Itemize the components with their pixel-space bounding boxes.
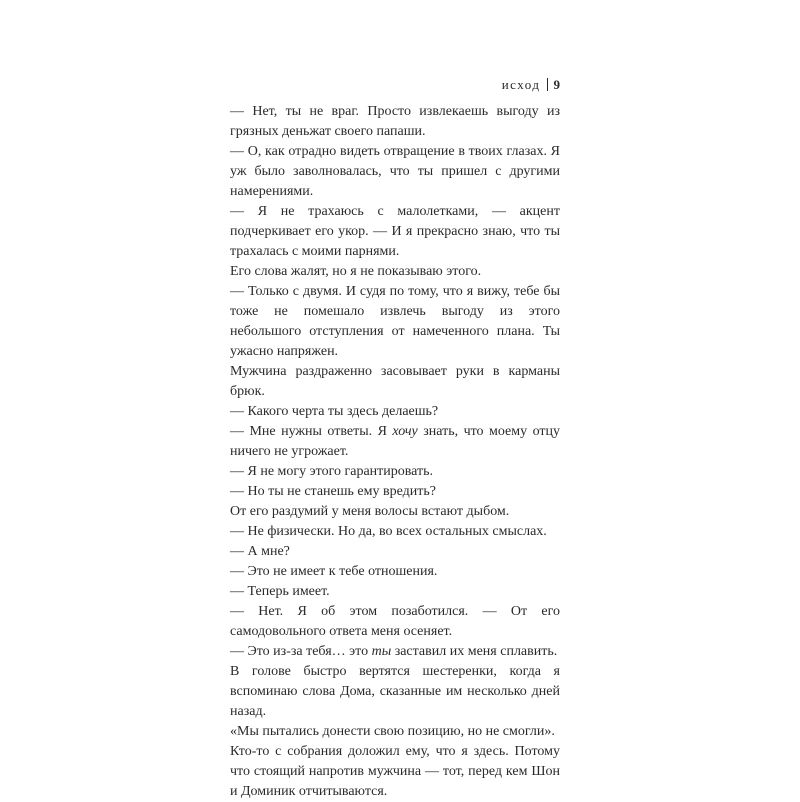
- paragraph: — Я не трахаюсь с малолетками, — акцент подчеркивает его укор. — И я прекрасно знаю, что ты трахалась с моими парнями.: [230, 204, 560, 259]
- paragraph: Его слова жалят, но я не показываю этого.: [230, 264, 482, 279]
- paragraph: — Нет, ты не враг. Просто извлекаешь выгоду из грязных деньжат своего папаши.: [230, 104, 560, 139]
- running-head: [480, 76, 560, 94]
- paragraph-segment: — Это из-за тебя… это: [230, 644, 372, 659]
- body-text: [230, 102, 560, 802]
- paragraph: — Только с двумя. И судя по тому, что я вижу, тебе бы тоже не помешало извлечь выгоду из этого небольшого отступления от намеченного плана. Ты ужасно напряжен.: [230, 284, 560, 359]
- header-divider: [547, 78, 548, 91]
- paragraph: — А мне?: [230, 544, 290, 559]
- paragraph: От его раздумий у меня волосы встают дыбом.: [230, 504, 510, 519]
- section-title: исход: [501, 77, 541, 92]
- paragraph: — Не физически. Но да, во всех остальных смыслах.: [230, 524, 547, 539]
- paragraph-segment: знать, что моему отцу ничего не угрожает.: [230, 424, 560, 459]
- page-number: 9: [553, 77, 560, 92]
- paragraph: — Но ты не станешь ему вредить?: [230, 484, 436, 499]
- paragraph: — О, как отрадно видеть отвращение в твоих глазах. Я уж было заволновалась, что ты пришел с другими намерениями.: [230, 144, 560, 199]
- italic-word: ты: [371, 644, 392, 659]
- paragraph: В голове быстро вертятся шестеренки, когда я вспоминаю слова Дома, сказанные им несколько дней назад.: [230, 664, 560, 719]
- paragraph: — Какого черта ты здесь делаешь?: [230, 404, 439, 419]
- paragraph: Мужчина раздраженно засовывает руки в карманы брюк.: [230, 364, 560, 399]
- paragraph: [230, 642, 560, 662]
- paragraph: «Мы пытались донести свою позицию, но не смогли».: [230, 724, 555, 739]
- paragraph: — Я не могу этого гарантировать.: [230, 464, 434, 479]
- paragraph-segment: — Мне нужны ответы. Я: [230, 424, 393, 439]
- paragraph: Кто-то с собрания доложил ему, что я здесь. Потому что стоящий напротив мужчина — тот, перед кем Шон и Доминик отчитываются.: [230, 744, 560, 799]
- paragraph-segment: заставил их меня сплавить.: [391, 644, 558, 659]
- paragraph: — Нет. Я об этом позаботился. — От его самодовольного ответа меня осеняет.: [230, 604, 560, 639]
- paragraph: [230, 422, 560, 462]
- paragraph: — Теперь имеет.: [230, 584, 330, 599]
- italic-word: хочу: [392, 424, 418, 439]
- paragraph: — Это не имеет к тебе отношения.: [230, 564, 438, 579]
